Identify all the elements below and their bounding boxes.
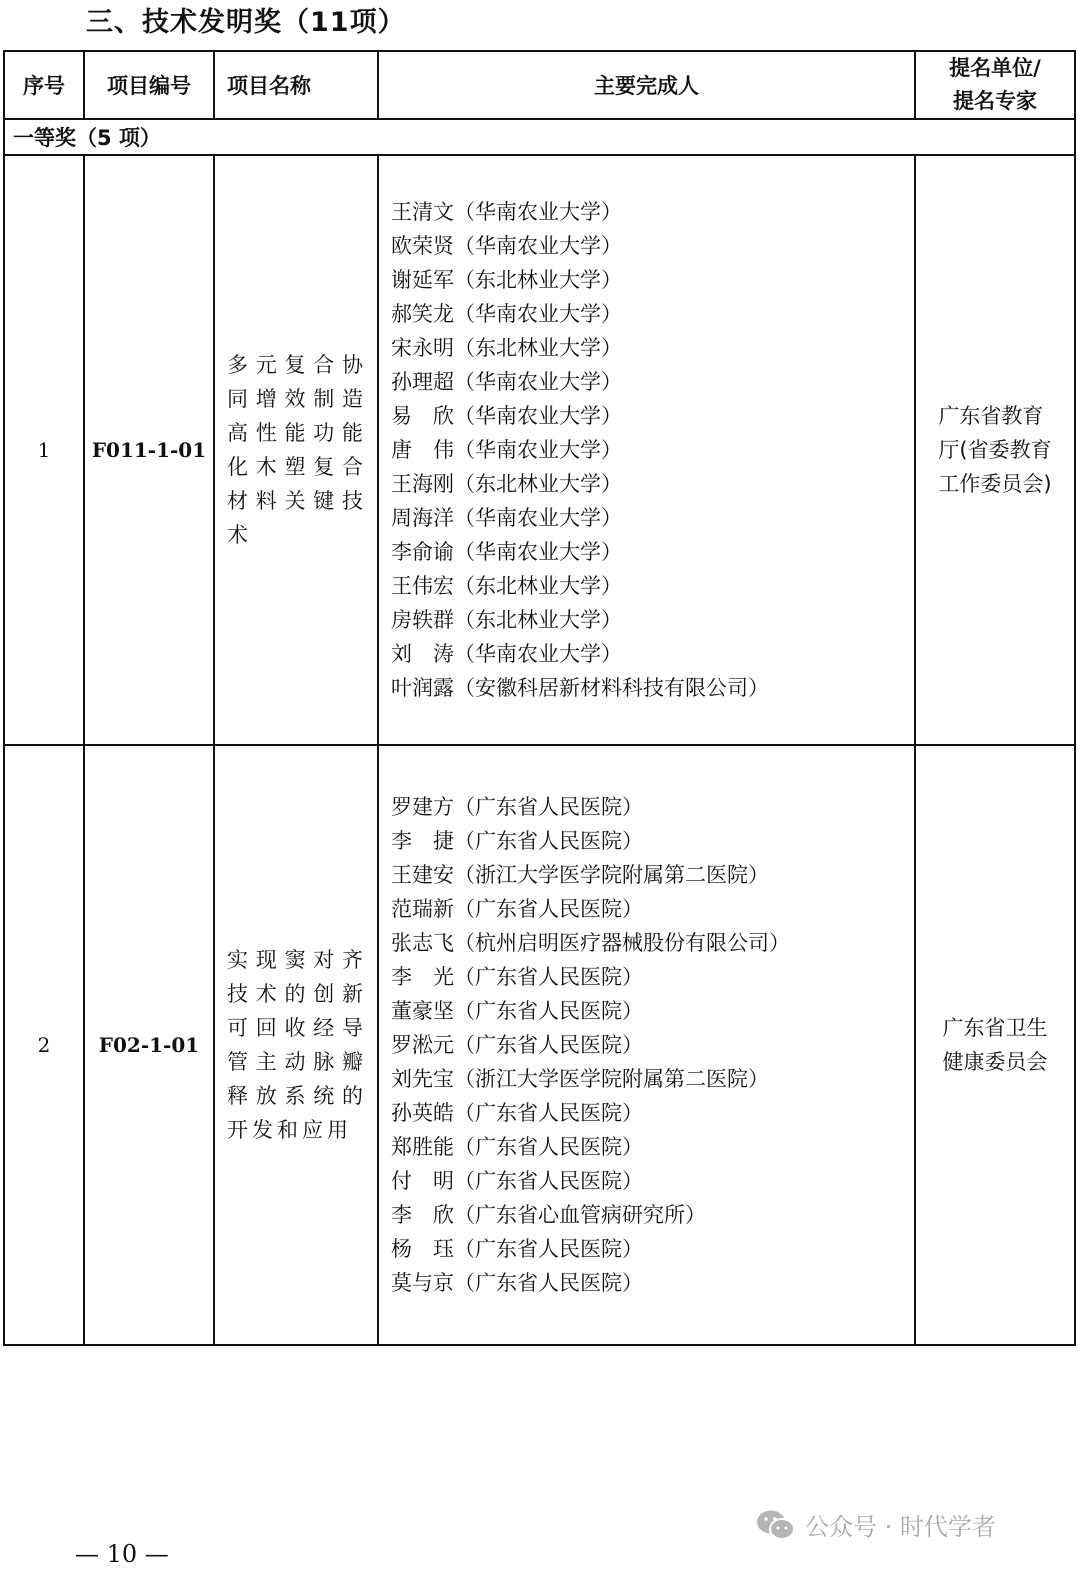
nominator-line: 厅(省委教育 [938, 438, 1052, 462]
cell-people [378, 745, 915, 1345]
person-item: 罗建方（广东省人民医院） [391, 795, 643, 819]
header-nominator-line2: 提名专家 [953, 89, 1037, 113]
table-row [4, 155, 1075, 745]
person-item: 范瑞新（广东省人民医院） [391, 897, 643, 921]
person-item: 付 明（广东省人民医院） [391, 1169, 643, 1193]
person-item: 王海刚（东北林业大学） [391, 472, 622, 496]
person-item: 王清文（华南农业大学） [391, 200, 622, 224]
person-item: 王建安（浙江大学医学院附属第二医院） [391, 863, 769, 887]
cell-code: F02-1-01 [84, 745, 214, 1345]
cell-project-name [214, 745, 378, 1345]
cell-nominator [915, 745, 1075, 1345]
page-number: — 10 — [75, 1540, 169, 1568]
table-header-row [4, 51, 1075, 119]
person-item: 郑胜能（广东省人民医院） [391, 1135, 643, 1159]
person-item: 唐 伟（华南农业大学） [391, 438, 622, 462]
cell-code: F011-1-01 [84, 155, 214, 745]
wechat-icon [755, 1508, 797, 1542]
person-item: 郝笑龙（华南农业大学） [391, 302, 622, 326]
person-item: 叶润露（安徽科居新材料科技有限公司） [391, 676, 769, 700]
cell-nominator [915, 155, 1075, 745]
header-people: 主要完成人 [378, 51, 915, 119]
person-item: 孙英皓（广东省人民医院） [391, 1101, 643, 1125]
watermark-text: 公众号 · 时代学者 [805, 1513, 996, 1541]
person-item: 孙理超（华南农业大学） [391, 370, 622, 394]
cell-people [378, 155, 915, 745]
nominator-line: 广东省教育 [938, 404, 1044, 428]
person-item: 莫与京（广东省人民医院） [391, 1271, 643, 1295]
nominator [938, 399, 1051, 501]
grade-label: 一等奖（5 项） [4, 119, 1075, 155]
nominator-line: 广东省卫生 [942, 1016, 1048, 1040]
cell-seq: 2 [4, 745, 84, 1345]
person-item: 易 欣（华南农业大学） [391, 404, 622, 428]
person-item: 周海洋（华南农业大学） [391, 506, 622, 530]
person-item: 欧荣贤（华南农业大学） [391, 234, 622, 258]
project-name: 实现窦对齐技术的创新可回收经导管主动脉瓣释放系统的开发和应用 [227, 948, 367, 1142]
watermark [755, 1507, 996, 1542]
nominator-line: 健康委员会 [942, 1050, 1048, 1074]
person-item: 李 捷（广东省人民医院） [391, 829, 643, 853]
header-seq: 序号 [4, 51, 84, 119]
person-item: 董豪坚（广东省人民医院） [391, 999, 643, 1023]
person-item: 杨 珏（广东省人民医院） [391, 1237, 643, 1261]
nominator-line: 工作委员会) [938, 472, 1052, 496]
person-item: 刘 涛（华南农业大学） [391, 642, 622, 666]
person-item: 刘先宝（浙江大学医学院附属第二医院） [391, 1067, 769, 1091]
person-item: 房轶群（东北林业大学） [391, 608, 622, 632]
section-title: 三、技术发明奖（11项） [86, 7, 406, 38]
person-item: 李 光（广东省人民医院） [391, 965, 643, 989]
table-row [4, 745, 1075, 1345]
project-name: 多元复合协同增效制造高性能功能化木塑复合材料关键技术 [227, 353, 367, 547]
person-item: 李 欣（广东省心血管病研究所） [391, 1203, 706, 1227]
header-nominator [915, 51, 1075, 119]
header-name: 项目名称 [214, 51, 378, 119]
person-item: 张志飞（杭州启明医疗器械股份有限公司） [391, 931, 790, 955]
person-item: 王伟宏（东北林业大学） [391, 574, 622, 598]
cell-seq: 1 [4, 155, 84, 745]
person-item: 罗淞元（广东省人民医院） [391, 1033, 643, 1057]
person-item: 李俞谕（华南农业大学） [391, 540, 622, 564]
grade-row [4, 119, 1075, 155]
person-item: 宋永明（东北林业大学） [391, 336, 622, 360]
header-nominator-line1: 提名单位/ [949, 56, 1041, 80]
award-table [3, 50, 1076, 1346]
nominator [943, 1011, 1048, 1079]
header-code: 项目编号 [84, 51, 214, 119]
cell-project-name [214, 155, 378, 745]
person-item: 谢延军（东北林业大学） [391, 268, 622, 292]
